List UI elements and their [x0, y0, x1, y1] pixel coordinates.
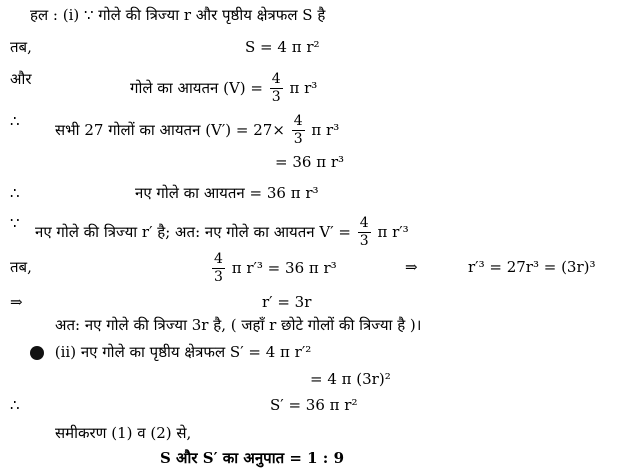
fraction-4-3	[270, 72, 283, 106]
equation-right: r′³ = 27r³ = (3r)³	[468, 258, 596, 276]
fraction-4-3	[292, 114, 305, 148]
total-volume-result: = 36 π r³	[275, 153, 345, 171]
total-volume-label: सभी 27 गोलों का आयतन (V′) = 27×	[55, 120, 285, 139]
equation-left-tail: π r′³ = 36 π r³	[231, 258, 337, 277]
solution-heading: हल : (i) ∵ गोले की त्रिज्या r और पृष्ठीय क्षेत्रफल S है	[30, 6, 326, 24]
tab-label: तब,	[10, 38, 32, 56]
new-radius-label: नए गोले की त्रिज्या r′ है; अत: नए गोले का आयतन V′ =	[35, 222, 351, 241]
volume-formula-label	[130, 72, 317, 106]
fraction-numerator: 4	[358, 216, 371, 233]
conclusion-line: अत: नए गोले की त्रिज्या 3r है, ( जहाँ r छोटे गोलों की त्रिज्या है )।	[55, 316, 422, 334]
therefore-symbol: ∴	[10, 396, 20, 414]
ratio-result: S और S′ का अनुपात = 1 : 9	[160, 449, 345, 467]
because-symbol: ∵	[10, 214, 20, 232]
implies-arrow: ⇒	[10, 293, 23, 311]
and-label: और	[10, 70, 32, 88]
fraction-numerator: 4	[212, 252, 225, 269]
part-ii-text: (ii) नए गोले का पृष्ठीय क्षेत्रफल S′ = 4 π r′²	[54, 343, 312, 361]
tab-label: तब,	[10, 258, 32, 276]
fraction-numerator: 4	[292, 114, 305, 131]
total-volume-tail: π r³	[311, 120, 340, 139]
total-volume-line	[55, 114, 339, 148]
fraction-denominator: 3	[293, 131, 303, 148]
implies-arrow: ⇒	[405, 258, 418, 276]
surface-area-formula: S = 4 π r²	[245, 38, 320, 56]
equation-ref-line: समीकरण (1) व (2) से,	[55, 424, 192, 442]
equation-left	[210, 252, 337, 286]
fraction-4-3	[358, 216, 371, 250]
new-radius-line	[35, 216, 409, 250]
therefore-symbol: ∴	[10, 112, 20, 130]
new-radius-tail: π r′³	[377, 222, 409, 241]
new-sphere-volume: नए गोले का आयतन = 36 π r³	[135, 184, 319, 202]
fraction-denominator: 3	[214, 269, 223, 286]
volume-formula-tail: π r³	[289, 78, 318, 97]
fraction-denominator: 3	[271, 89, 281, 106]
surface-area-result: S′ = 36 π r²	[270, 396, 358, 414]
fraction-numerator: 4	[270, 72, 283, 89]
part-ii-line	[30, 345, 311, 360]
surface-area-step: = 4 π (3r)²	[310, 370, 391, 388]
therefore-symbol: ∴	[10, 184, 20, 202]
volume-label: गोले का आयतन (V) =	[130, 78, 263, 97]
fraction-4-3	[212, 252, 225, 286]
bullet-icon	[30, 346, 44, 360]
fraction-denominator: 3	[359, 233, 369, 250]
radius-result: r′ = 3r	[262, 293, 312, 311]
